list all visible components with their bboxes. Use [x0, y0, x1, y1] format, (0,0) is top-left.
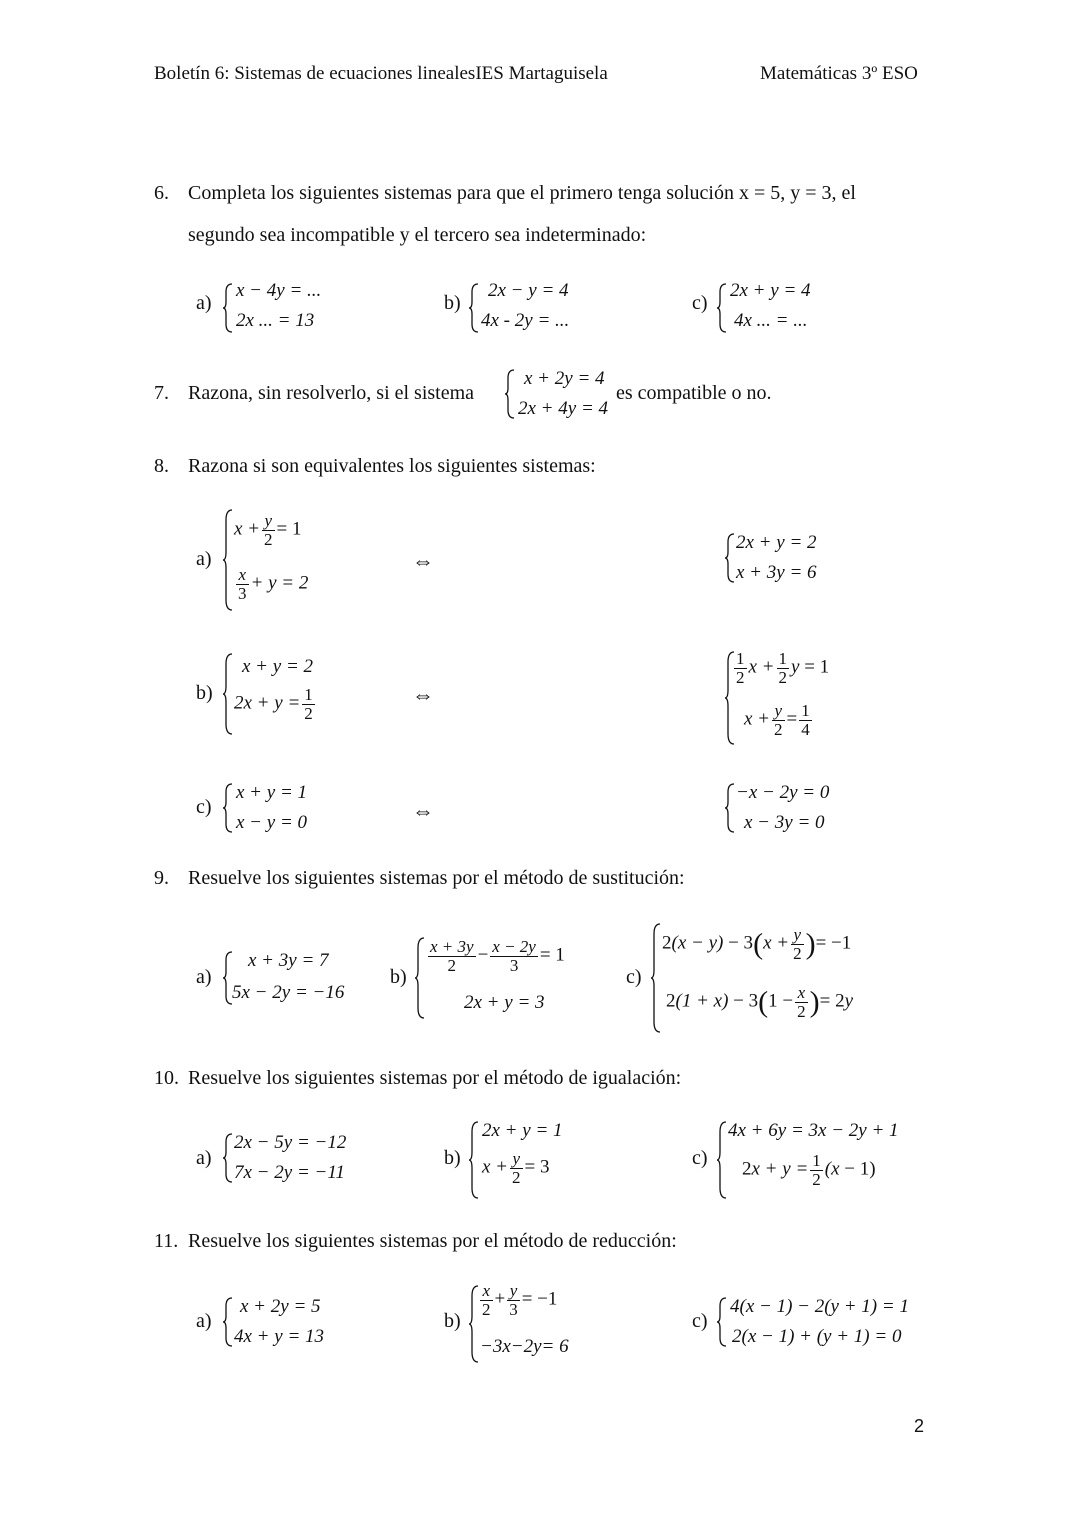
q11c-brace — [716, 1296, 728, 1348]
q9c-eq1: 2(x − y) − 3(x + $\frac{y}{2}$ )= −1 — [662, 925, 852, 963]
q6c-eq2: 4x ... = ... — [734, 310, 808, 331]
q10-number: 10. — [154, 1067, 179, 1089]
q9c-brace — [650, 922, 662, 1034]
header-right: Matemáticas 3º ESO — [760, 63, 918, 84]
q9a-eq2: 5x − 2y = −16 — [232, 982, 345, 1003]
q11c-label: c) — [692, 1310, 708, 1332]
q11-number: 11. — [154, 1230, 179, 1252]
q8b-left-brace — [222, 652, 234, 736]
q8b-right-eq2: x + $\frac{y}{2}$ = $\frac{1}{4}$ — [744, 701, 810, 739]
q11b-eq1: $\frac{x}{2}$ + $\frac{y}{3}$ = −1 — [482, 1281, 558, 1319]
q6-text-1: Completa los siguientes sistemas para que el primero tenga solución x = 5, y = 3, el — [188, 182, 856, 204]
q8a-right-brace — [724, 532, 736, 584]
q11a-brace — [222, 1296, 234, 1348]
q7-number: 7. — [154, 382, 169, 404]
q10a-label: a) — [196, 1147, 212, 1169]
q10b-eq2: x + $\frac{y}{2}$ = 3 — [482, 1149, 550, 1187]
header-left: Boletín 6: Sistemas de ecuaciones linealesIES Martaguisela — [154, 63, 608, 84]
q8b-left-eq1: x + y = 2 — [242, 656, 314, 677]
q8-text: Razona si son equivalentes los siguientes sistemas: — [188, 455, 596, 477]
q10a-brace — [222, 1132, 234, 1184]
q10b-label: b) — [444, 1147, 461, 1169]
q8c-left-eq2: x − y = 0 — [236, 812, 308, 833]
page-number: 2 — [914, 1416, 925, 1436]
q11a-eq1: x + 2y = 5 — [240, 1296, 321, 1317]
q9b-eq2: 2x + y = 3 — [464, 992, 545, 1013]
q7-text-before: Razona, sin resolverlo, si el sistema — [188, 382, 475, 404]
q10c-label: c) — [692, 1147, 708, 1169]
q8a-equiv-symbol: ⇔ — [412, 548, 434, 573]
q10b-brace — [468, 1120, 480, 1200]
q6b-label: b) — [444, 292, 461, 314]
q9c-eq2: 2(1 + x) − 3(1 − $\frac{x}{2}$ )= 2y — [666, 983, 854, 1021]
q10-text: Resuelve los siguientes sistemas por el método de igualación: — [188, 1067, 682, 1089]
q8a-right-eq1: 2x + y = 2 — [736, 532, 817, 553]
q8b-right-eq1: $\frac{1}{2}$ x + $\frac{1}{2}$ y = 1 — [736, 649, 830, 687]
q9b-label: b) — [390, 966, 407, 988]
q8c-right-eq1: −x − 2y = 0 — [736, 782, 830, 803]
q9b-brace — [414, 936, 426, 1020]
q7-text-after: es compatible o no. — [616, 382, 772, 404]
q8b-label: b) — [196, 682, 213, 704]
q11-line — [154, 1230, 677, 1253]
q10c-brace — [716, 1120, 728, 1200]
q11b-eq2: −3x−2y= 6 — [480, 1336, 569, 1357]
q10a-eq1: 2x − 5y = −12 — [234, 1132, 347, 1153]
q7-line — [154, 382, 474, 405]
q6c-label: c) — [692, 292, 708, 314]
q11b-label: b) — [444, 1310, 461, 1332]
q8a-left-eq1: x + $\frac{y}{2}$ = 1 — [234, 511, 302, 549]
q6a-label: a) — [196, 292, 212, 314]
q8-line — [154, 455, 596, 478]
q8a-right-eq2: x + 3y = 6 — [736, 562, 817, 583]
q11-text: Resuelve los siguientes sistemas por el método de reducción: — [188, 1230, 677, 1252]
q8c-left-eq1: x + y = 1 — [236, 782, 308, 803]
q10c-eq1: 4x + 6y = 3x − 2y + 1 — [728, 1120, 899, 1141]
q8c-label: c) — [196, 796, 212, 818]
q9a-label: a) — [196, 966, 212, 988]
q7-eq2: 2x + 4y = 4 — [518, 398, 609, 419]
q11c-eq2: 2(x − 1) + (y + 1) = 0 — [732, 1326, 902, 1347]
q9-text: Resuelve los siguientes sistemas por el método de sustitución: — [188, 867, 685, 889]
q6-number: 6. — [154, 182, 169, 204]
q8a-label: a) — [196, 548, 212, 570]
q11a-label: a) — [196, 1310, 212, 1332]
q8c-right-brace — [724, 782, 736, 834]
q8a-left-brace — [222, 508, 234, 612]
q6b-eq2: 4x - 2y = ... — [481, 310, 570, 331]
q8-number: 8. — [154, 455, 169, 477]
q8a-left-eq2: $\frac{x}{3}$ + y = 2 — [238, 565, 309, 603]
q6a-brace — [222, 282, 234, 334]
q10b-eq1: 2x + y = 1 — [482, 1120, 563, 1141]
q7-eq1: x + 2y = 4 — [524, 368, 605, 389]
q6c-eq1: 2x + y = 4 — [730, 280, 811, 301]
q6c-brace — [716, 282, 728, 334]
q6a-eq2: 2x ... = 13 — [236, 310, 315, 331]
q9b-eq1: $\frac{x + 3y}{2}$ − $\frac{x - 2y}{3}$ = 1 — [430, 937, 565, 975]
q7-brace — [504, 368, 516, 420]
q8c-right-eq2: x − 3y = 0 — [744, 812, 825, 833]
q8b-equiv-symbol: ⇔ — [412, 682, 434, 707]
q9c-label: c) — [626, 966, 642, 988]
q8b-left-eq2: 2x + y = $\frac{1}{2}$ — [234, 685, 313, 723]
q9-line — [154, 867, 685, 890]
q6-line2: segundo sea incompatible y el tercero sea indeterminado: — [188, 224, 647, 246]
q10a-eq2: 7x − 2y = −11 — [234, 1162, 345, 1183]
q6a-eq1: x − 4y = ... — [236, 280, 322, 301]
q9a-eq1: x + 3y = 7 — [248, 950, 329, 971]
q6b-eq1: 2x − y = 4 — [488, 280, 569, 301]
q10-line — [154, 1067, 681, 1090]
q6-line1 — [154, 182, 856, 205]
q11c-eq1: 4(x − 1) − 2(y + 1) = 1 — [730, 1296, 909, 1317]
q11a-eq2: 4x + y = 13 — [234, 1326, 325, 1347]
q8c-equiv-symbol: ⇔ — [412, 798, 434, 823]
q6b-brace — [468, 282, 480, 334]
q8c-left-brace — [222, 782, 234, 834]
q9-number: 9. — [154, 867, 169, 889]
q10c-eq2: 2x + y = $\frac{1}{2}$ (x − 1) — [742, 1151, 876, 1189]
